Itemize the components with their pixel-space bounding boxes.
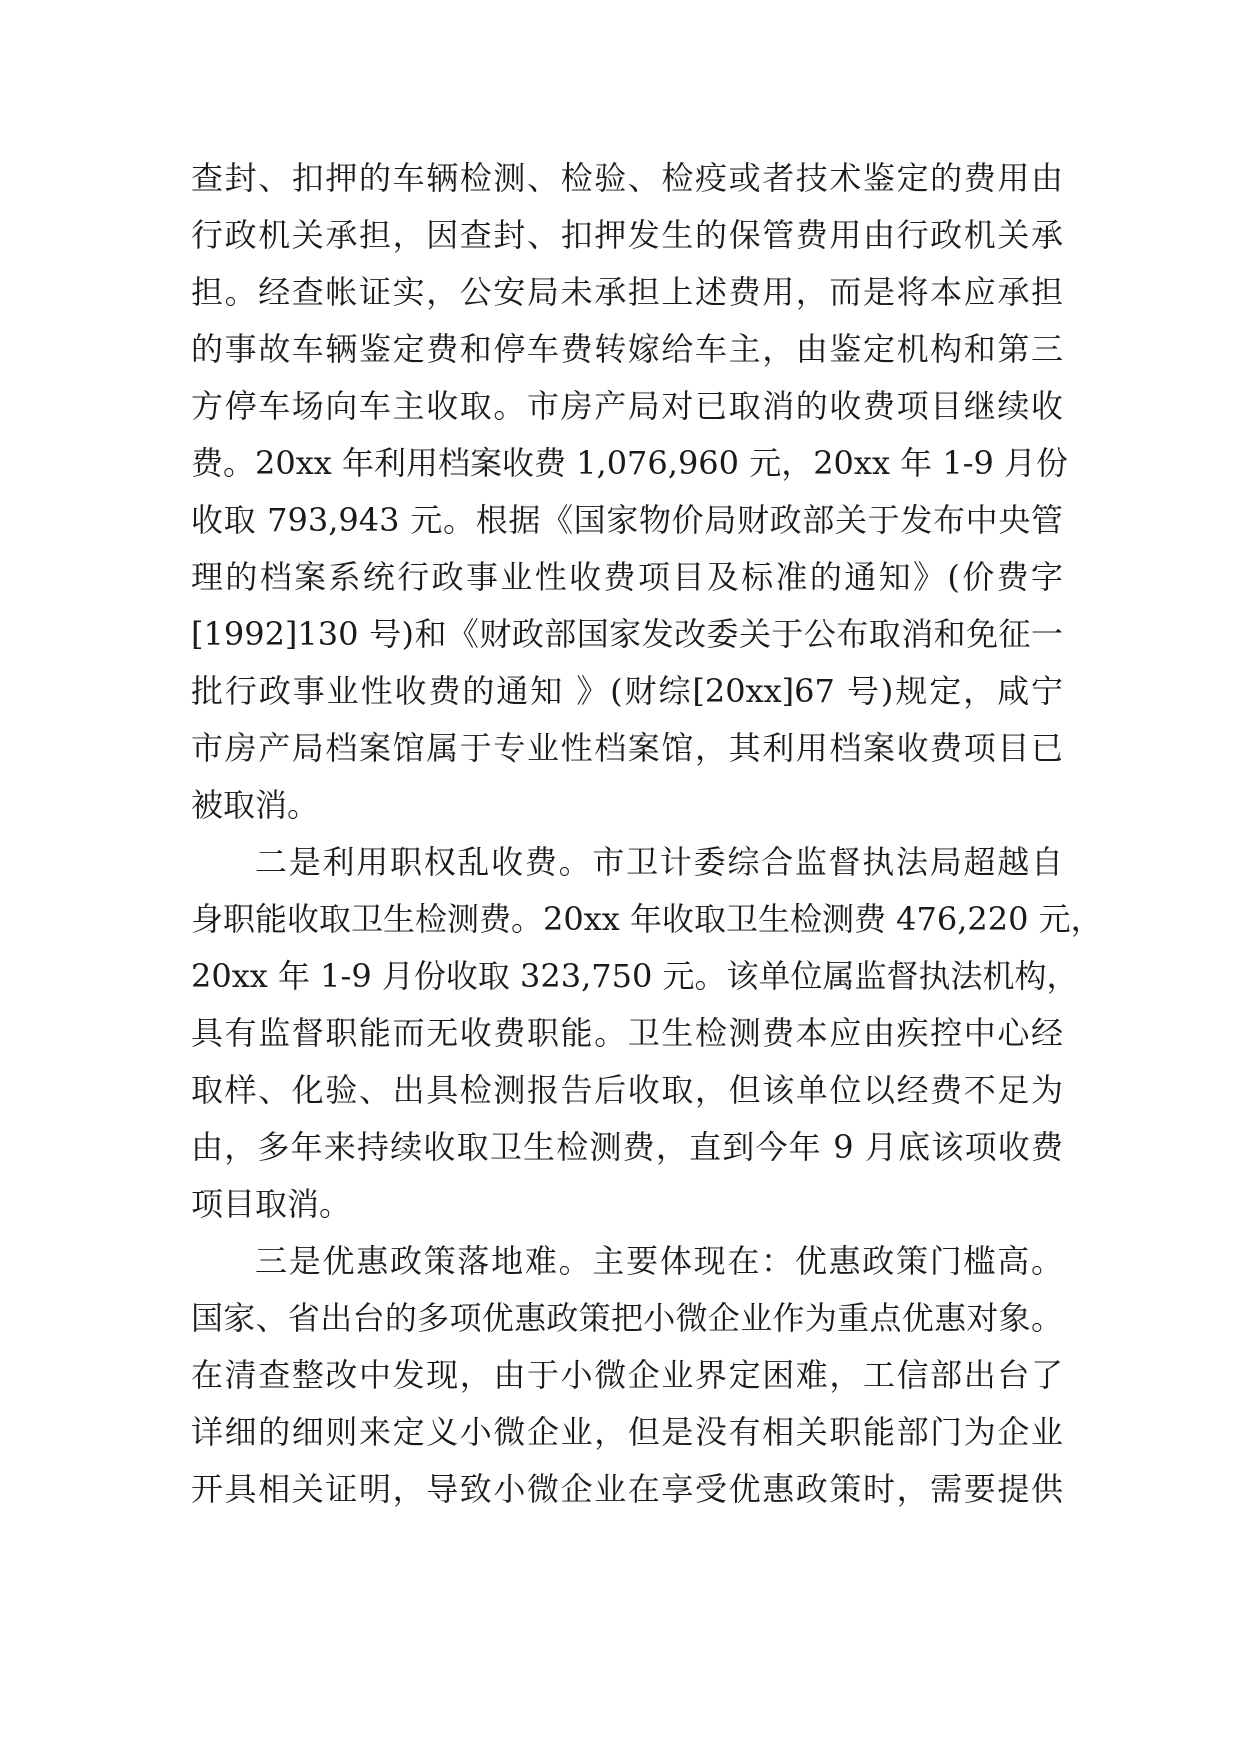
text-line: 项目取消。: [191, 1185, 352, 1223]
text-line: 的事故车辆鉴定费和停车费转嫁给车主，由鉴定机构和第三: [191, 330, 1063, 368]
text-line: 市房产局档案馆属于专业性档案馆，其利用档案收费项目已: [191, 729, 1063, 767]
text-line: 方停车场向车主收取。市房产局对已取消的收费项目继续收: [191, 387, 1063, 425]
text-line: 取样、化验、出具检测报告后收取，但该单位以经费不足为: [191, 1071, 1063, 1109]
text-line: 二是利用职权乱收费。市卫计委综合监督执法局超越自: [255, 843, 1063, 881]
text-line: 理的档案系统行政事业性收费项目及标准的通知》(价费字: [191, 558, 1063, 596]
text-line: 身职能收取卫生检测费。20xx 年收取卫生检测费 476,220 元，: [191, 900, 1103, 938]
text-line: 批行政事业性收费的通知 》(财综[20xx]67 号)规定，咸宁: [191, 672, 1063, 710]
text-line: 开具相关证明，导致小微企业在享受优惠政策时，需要提供: [191, 1470, 1063, 1508]
text-line: 费。20xx 年利用档案收费 1,076,960 元，20xx 年 1-9 月份: [191, 444, 1069, 482]
text-line: 在清查整改中发现，由于小微企业界定困难，工信部出台了: [191, 1356, 1063, 1394]
text-line: 行政机关承担，因查封、扣押发生的保管费用由行政机关承: [191, 216, 1063, 254]
text-line: 由，多年来持续收取卫生检测费，直到今年 9 月底该项收费: [191, 1128, 1063, 1166]
text-line: 国家、省出台的多项优惠政策把小微企业作为重点优惠对象。: [191, 1299, 1063, 1337]
body-text: [191, 150, 1103, 1518]
text-line: 具有监督职能而无收费职能。卫生检测费本应由疾控中心经: [191, 1014, 1063, 1052]
text-line: 担。经查帐证实，公安局未承担上述费用，而是将本应承担: [191, 273, 1063, 311]
text-line: [1992]130 号)和《财政部国家发改委关于公布取消和免征一: [191, 615, 1063, 653]
text-line: 收取 793,943 元。根据《国家物价局财政部关于发布中央管: [191, 501, 1063, 539]
text-line: 详细的细则来定义小微企业，但是没有相关职能部门为企业: [191, 1413, 1063, 1451]
text-line: 查封、扣押的车辆检测、检验、检疫或者技术鉴定的费用由: [191, 159, 1063, 197]
text-line: 被取消。: [191, 786, 320, 824]
text-line: 三是优惠政策落地难。主要体现在：优惠政策门槛高。: [255, 1242, 1063, 1280]
text-line: 20xx 年 1-9 月份收取 323,750 元。该单位属监督执法机构，: [191, 957, 1079, 995]
